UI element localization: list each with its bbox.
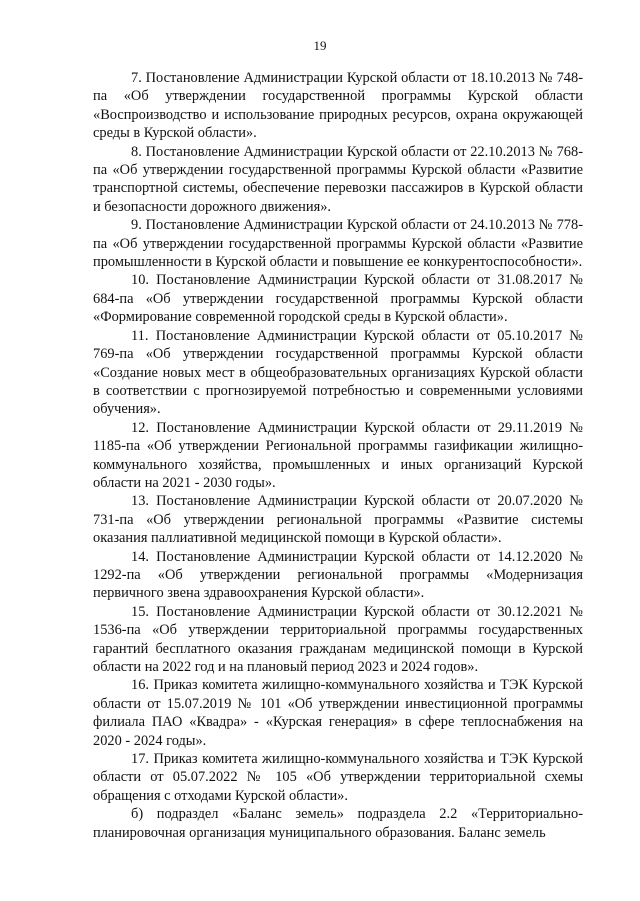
paragraph-item-14: 14. Постановление Администрации Курской области от 14.12.2020 № 1292-па «Об утверждении региональной программы «Модернизация первичного звена здравоохранения Курской области». [93,548,583,602]
paragraph-item-12: 12. Постановление Администрации Курской области от 29.11.2019 № 1185-па «Об утверждении Региональной программы газификации жилищно-коммунального хозяйства, промышленных и иных организаций Курской области на 2021 - 2030 годы». [93,419,583,491]
paragraph-item-11: 11. Постановление Администрации Курской области от 05.10.2017 № 769-па «Об утверждении государственной программы Курской области «Создание новых мест в общеобразовательных организациях Курской области в соответствии с прогнозируемой потребностью и современными условиями обучения». [93,327,583,418]
paragraph-item-17: 17. Приказ комитета жилищно-коммунального хозяйства и ТЭК Курской области от 05.07.2022 № 105 «Об утверждении территориальной схемы обращения с отходами Курской области». [93,751,583,804]
document-body [93,69,583,842]
paragraph-item-9: 9. Постановление Администрации Курской области от 24.10.2013 № 778-па «Об утверждении государственной программы Курской области «Развитие промышленности в Курской области и повышение ее конкурентоспособности». [93,217,583,271]
paragraph-item-15: 15. Постановление Администрации Курской области от 30.12.2021 № 1536-па «Об утверждении территориальной программы государственных гарантий бесплатного оказания гражданам медицинской помощи в Курской области на 2022 год и на плановый период 2023 и 2024 годов». [93,603,583,675]
paragraph-item-16: 16. Приказ комитета жилищно-коммунального хозяйства и ТЭК Курской области от 15.07.2019 № 101 «Об утверждении инвестиционной программы филиала ПАО «Квадра» - «Курская генерация» в сфере теплоснабжения на 2020 - 2024 годы». [93,677,583,749]
paragraph-subsection-b: б) подраздел «Баланс земель» подраздела 2.2 «Территориально-планировочная организация муниципального образования. Баланс земель [93,806,583,841]
paragraph-item-10: 10. Постановление Администрации Курской области от 31.08.2017 № 684-па «Об утверждении государственной программы Курской области «Формирование современной городской среды в Курской области». [93,272,583,326]
paragraph-item-7: 7. Постановление Администрации Курской области от 18.10.2013 № 748-па «Об утверждении государственной программы Курской области «Воспроизводство и использование природных ресурсов, охрана окружающей среды в Курской области». [93,70,583,142]
paragraph-item-8: 8. Постановление Администрации Курской области от 22.10.2013 № 768-па «Об утверждении государственной программы Курской области «Развитие транспортной системы, обеспечение перевозки пассажиров в Курской области и безопасности дорожного движения». [93,143,583,215]
paragraph-item-13: 13. Постановление Администрации Курской области от 20.07.2020 № 731-па «Об утверждении региональной программы «Развитие системы оказания паллиативной медицинской помощи в Курской области». [93,493,583,547]
page-number: 19 [313,38,327,53]
